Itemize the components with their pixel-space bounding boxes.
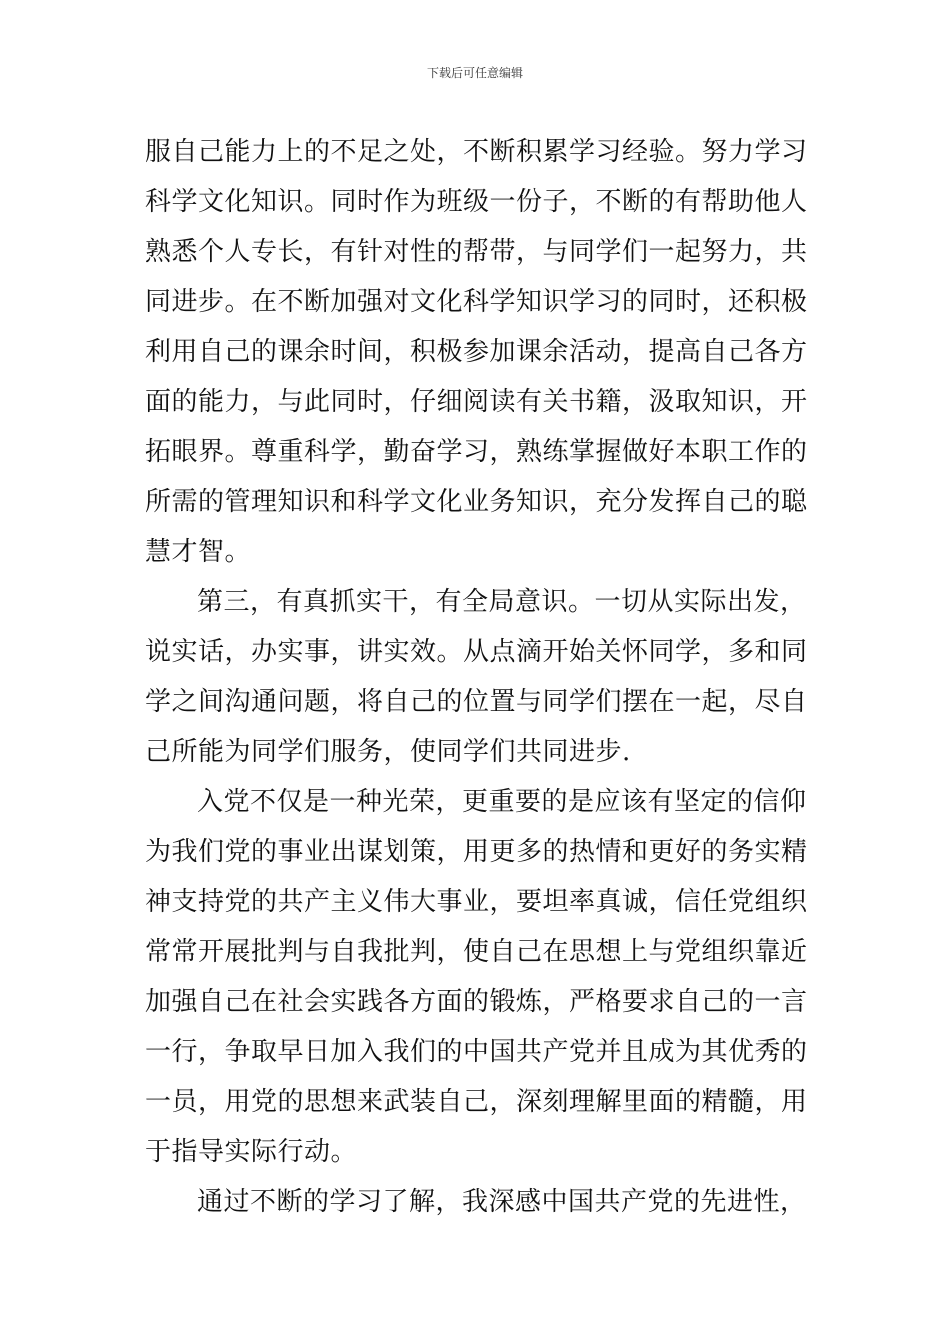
paragraph xyxy=(145,127,810,577)
text-line: 学之间沟通问题，将自己的位置与同学们摆在一起，尽自 xyxy=(145,687,808,717)
text-line: 己所能为同学们服务，使同学们共同进步. xyxy=(145,737,631,767)
text-line: 常常开展批判与自我批判，使自己在思想上与党组织靠近 xyxy=(145,937,808,967)
text-line: 科学文化知识。同时作为班级一份子，不断的有帮助他人 xyxy=(145,187,808,217)
text-line: 同进步。在不断加强对文化科学知识学习的同时，还积极 xyxy=(145,287,808,317)
page-header: 下载后可任意编辑 xyxy=(426,66,523,80)
paragraph xyxy=(145,577,810,777)
text-line: 第三，有真抓实干，有全局意识。一切从实际出发， xyxy=(197,587,807,617)
paragraph xyxy=(145,777,810,1177)
text-line: 说实话，办实事，讲实效。从点滴开始关怀同学，多和同 xyxy=(145,637,808,667)
text-line: 加强自己在社会实践各方面的锻炼，严格要求自己的一言 xyxy=(145,987,808,1017)
text-line: 神支持党的共产主义伟大事业，要坦率真诚，信任党组织 xyxy=(145,887,808,917)
text-line: 服自己能力上的不足之处，不断积累学习经验。努力学习 xyxy=(145,137,808,167)
text-line: 利用自己的课余时间，积极参加课余活动，提高自己各方 xyxy=(145,337,808,367)
text-line: 面的能力，与此同时，仔细阅读有关书籍，汲取知识，开 xyxy=(145,387,808,417)
text-line: 一员，用党的思想来武装自己，深刻理解里面的精髓，用 xyxy=(145,1087,808,1117)
text-line: 慧才智。 xyxy=(145,537,252,567)
text-line: 通过不断的学习了解，我深感中国共产党的先进性， xyxy=(197,1187,807,1217)
text-line: 为我们党的事业出谋划策，用更多的热情和更好的务实精 xyxy=(145,837,808,867)
paragraph xyxy=(145,1177,810,1227)
text-line: 熟悉个人专长，有针对性的帮带，与同学们一起努力，共 xyxy=(145,237,808,267)
text-line: 所需的管理知识和科学文化业务知识，充分发挥自己的聪 xyxy=(145,487,808,517)
text-line: 于指导实际行动。 xyxy=(145,1137,358,1167)
text-line: 拓眼界。尊重科学，勤奋学习，熟练掌握做好本职工作的 xyxy=(145,437,808,467)
text-line: 一行，争取早日加入我们的中国共产党并且成为其优秀的 xyxy=(145,1037,808,1067)
document-body xyxy=(145,127,810,1227)
text-line: 入党不仅是一种光荣，更重要的是应该有坚定的信仰 xyxy=(197,787,807,817)
